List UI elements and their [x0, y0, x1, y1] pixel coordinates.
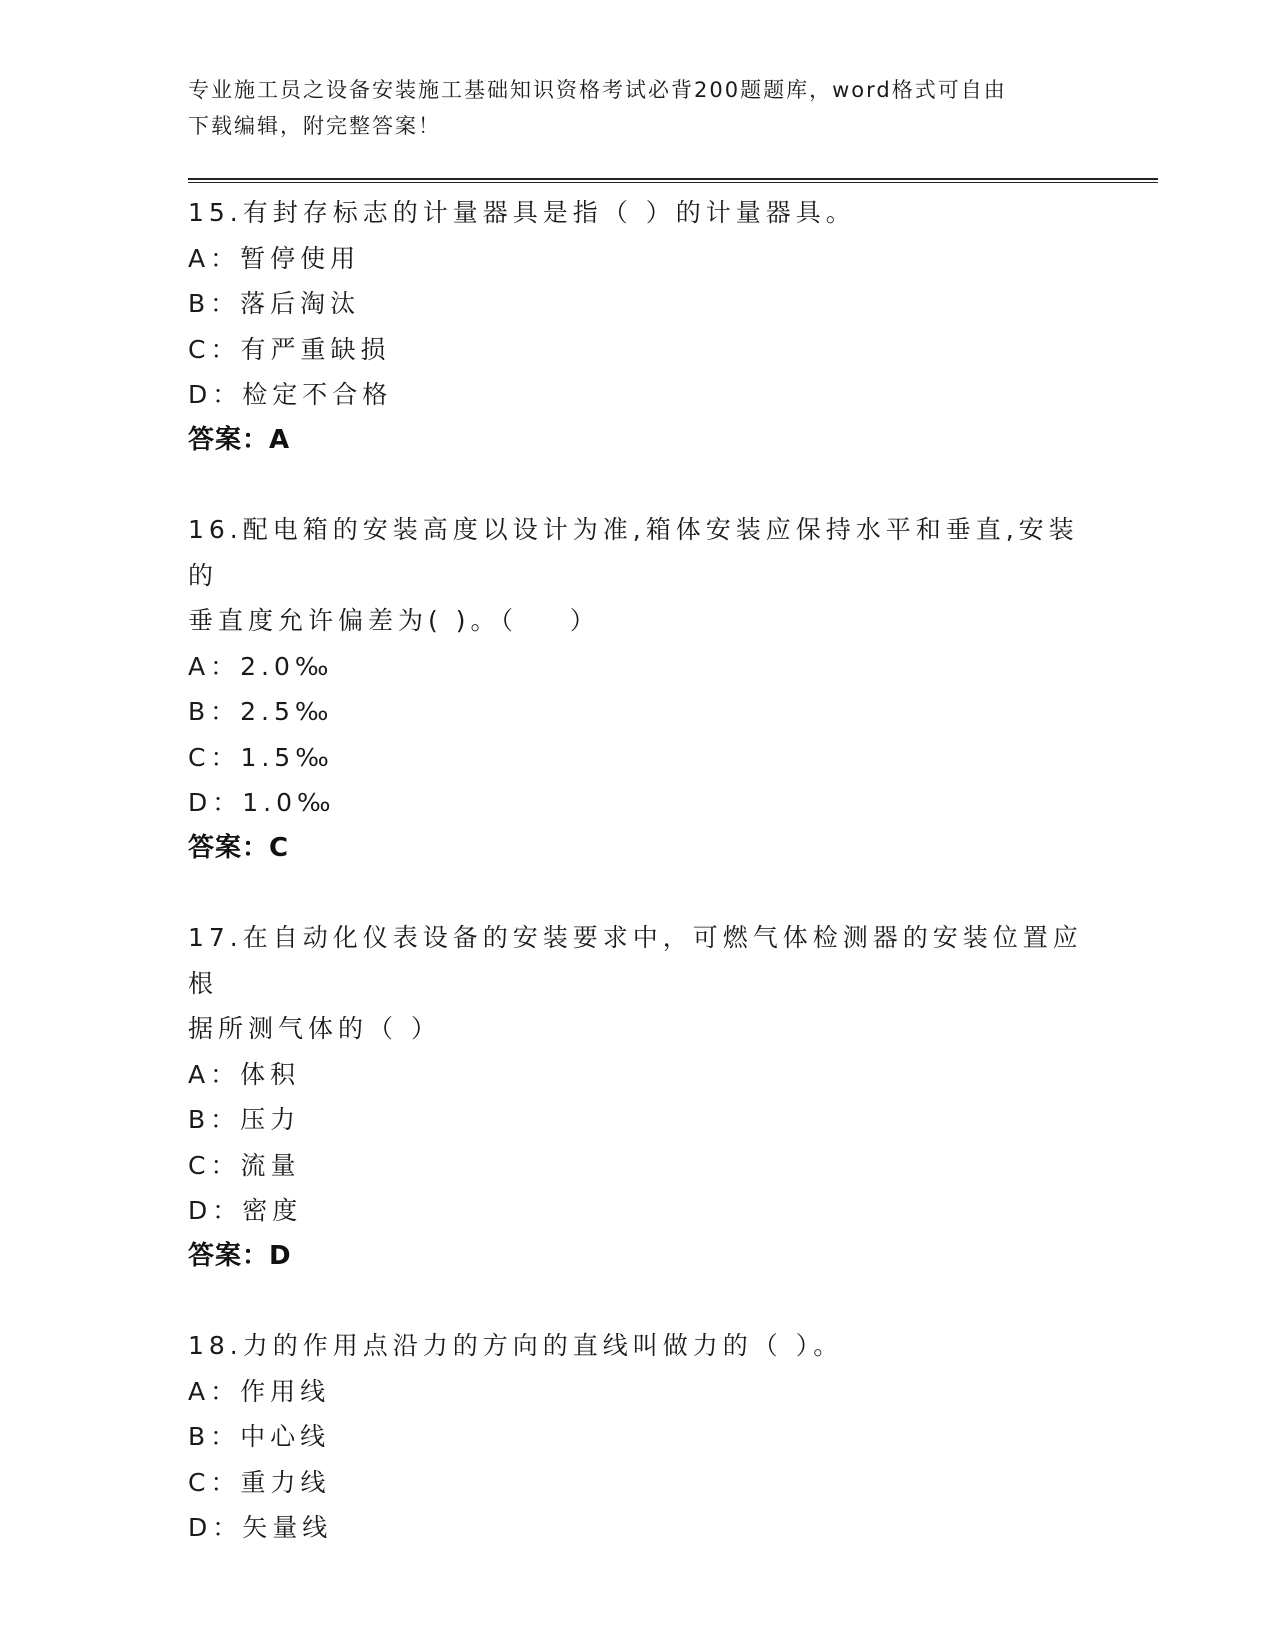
answer-value: D: [269, 1240, 292, 1271]
option-d: D：1.0‰: [188, 788, 336, 817]
option-d: D：密度: [188, 1196, 303, 1225]
header-divider: [188, 178, 1158, 183]
option-c: C：1.5‰: [188, 742, 334, 772]
question-15: [188, 190, 1088, 463]
answer-line: [188, 418, 1088, 464]
option-c: C：流量: [188, 1150, 301, 1180]
question-list: [188, 190, 1088, 1595]
question-stem: 15.有封存标志的计量器具是指（ ）的计量器具。: [188, 198, 856, 227]
question-stem: 18.力的作用点沿力的方向的直线叫做力的（ ）。: [188, 1331, 844, 1360]
answer-line: [188, 1234, 1088, 1280]
option-d: D：矢量线: [188, 1513, 333, 1542]
question-stem: 16.配电箱的安装高度以设计为准,箱体安装应保持水平和垂直,安装的: [188, 515, 1079, 590]
question-stem: 17.在自动化仪表设备的安装要求中，可燃气体检测器的安装位置应根: [188, 923, 1083, 998]
answer-label: 答案：: [188, 1240, 270, 1271]
answer-value: C: [269, 832, 290, 863]
question-stem-continued: 据所测气体的（ ）: [188, 1014, 441, 1043]
option-b: B：2.5‰: [188, 697, 334, 726]
option-a: A：暂停使用: [188, 243, 361, 273]
answer-label: 答案：: [188, 832, 270, 863]
answer-line: [188, 826, 1088, 872]
option-d: D：检定不合格: [188, 380, 393, 409]
question-18: [188, 1323, 1088, 1551]
document-header: [188, 72, 1068, 144]
option-b: B：压力: [188, 1105, 301, 1134]
option-c: C：重力线: [188, 1467, 331, 1497]
option-a: A：作用线: [188, 1376, 331, 1406]
answer-label: 答案：: [188, 424, 270, 455]
header-line-1: 专业施工员之设备安装施工基础知识资格考试必背200题题库，word格式可自由: [188, 78, 1007, 102]
answer-value: A: [269, 424, 291, 455]
option-a: A：2.0‰: [188, 651, 334, 681]
header-line-2: 下载编辑，附完整答案！: [188, 114, 441, 138]
option-b: B：中心线: [188, 1422, 331, 1451]
question-16: [188, 507, 1088, 871]
option-b: B：落后淘汰: [188, 289, 361, 318]
option-c: C：有严重缺损: [188, 334, 391, 364]
option-a: A：体积: [188, 1059, 301, 1089]
question-17: [188, 915, 1088, 1279]
question-stem-continued: 垂直度允许偏差为( )。（ ）: [188, 606, 600, 635]
